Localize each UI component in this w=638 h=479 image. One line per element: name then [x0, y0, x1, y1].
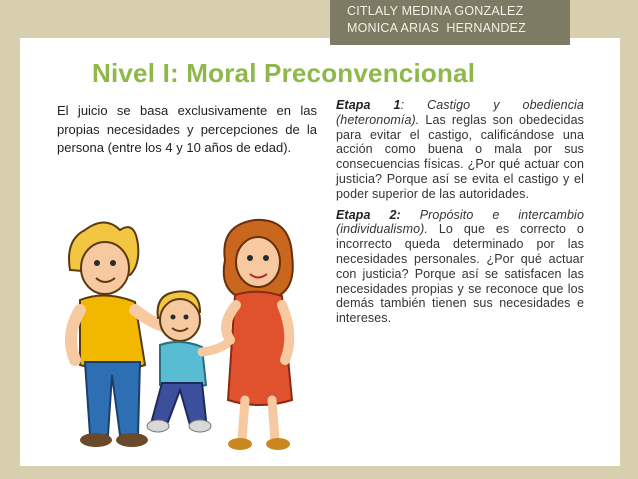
- author-name-2: MONICA ARIAS HERNANDEZ: [347, 21, 526, 35]
- family-illustration: [60, 200, 330, 455]
- child-figure: [147, 291, 232, 432]
- slide-title: Nivel I: Moral Preconvencional: [92, 58, 476, 88]
- family-drawing: [60, 200, 330, 455]
- stages-column: [336, 98, 584, 332]
- author-name-1: CITLALY MEDINA GONZALEZ: [347, 4, 524, 18]
- stage-1-paragraph: [336, 98, 584, 202]
- author-box: [330, 0, 570, 45]
- stage-2-paragraph: [336, 208, 584, 326]
- stage-1-label: Etapa 1: [336, 98, 401, 112]
- stage-2-body: Lo que es correcto o incorrecto queda determinado por las necesidades personales. ¿Por qué actuar con justicia? Porque así se satisfacen las necesidades propias y se reconoce que los demás también tienen sus necesidades e intereses.: [336, 222, 584, 326]
- stage-1-body: Las reglas son obedecidas para evitar el castigo, calificándose una acción como buena o mala por sus consecuencias físicas. ¿Por qué actuar con justicia? Porque así se evita el castigo y el poder superior de las autoridades.: [336, 112, 584, 201]
- stage-2-label: Etapa 2:: [336, 207, 401, 222]
- stage-1-subtitle: : Castigo y obediencia (heteronomía).: [336, 98, 584, 127]
- stage-2-subtitle: Propósito e intercambio (individualismo).: [336, 207, 584, 237]
- intro-paragraph: El juicio se basa exclusivamente en las propias necesidades y percepciones de la persona (entre los 4 y 10 años de edad).: [57, 103, 317, 155]
- mother-figure: [224, 220, 293, 450]
